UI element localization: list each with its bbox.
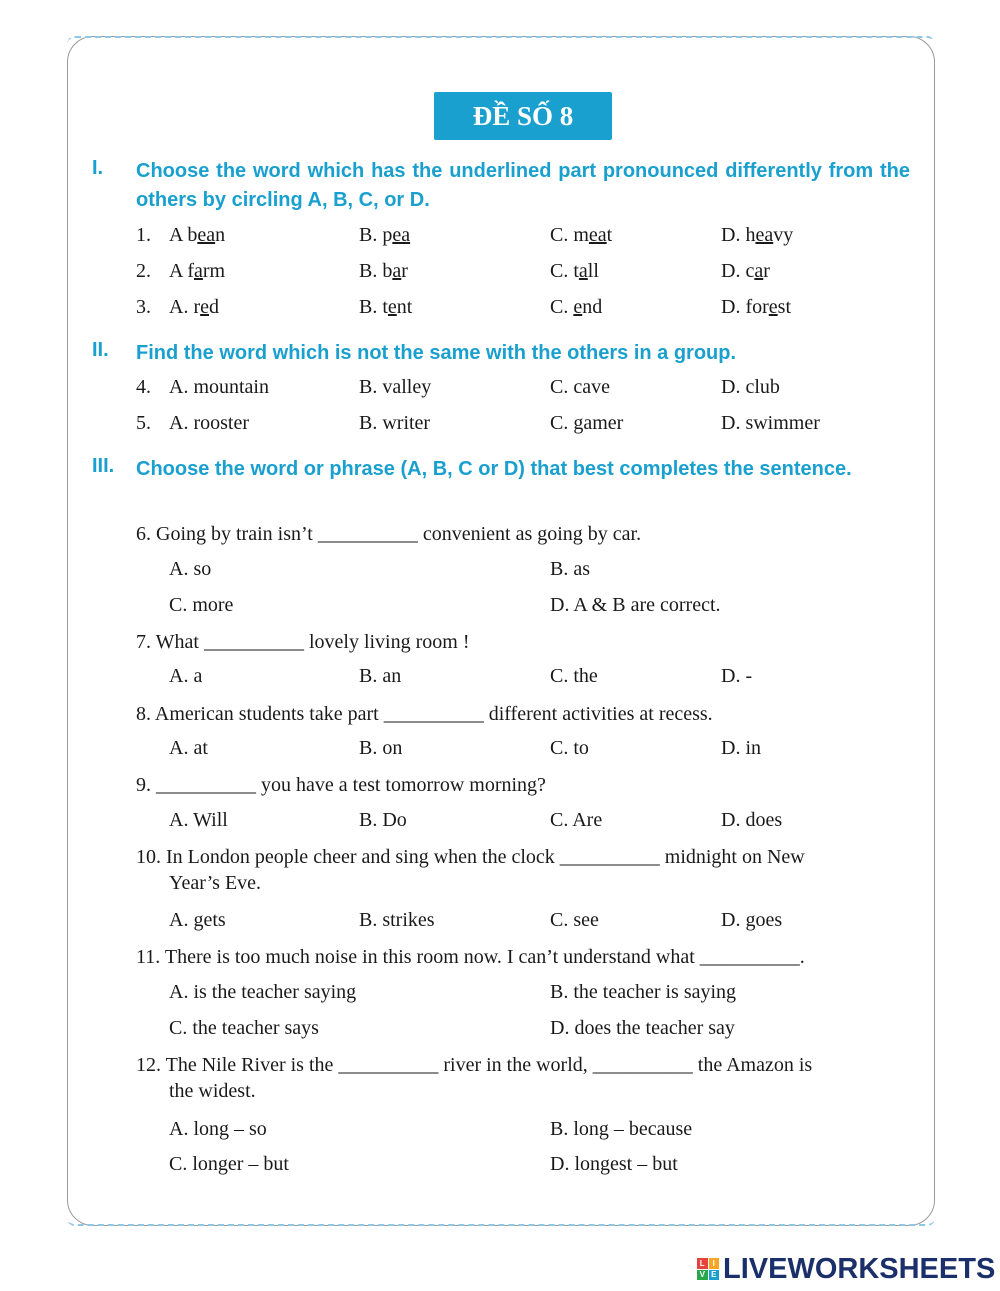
section-3-text: Choose the word or phrase (A, B, C or D) that best completes the sentence.: [136, 458, 852, 480]
option-c[interactable]: C. longer – but: [169, 1153, 289, 1175]
question-6-options-2: [0, 594, 1000, 622]
question-6-text: 6. Going by train isn’t __________ convenient as going by car.: [136, 523, 642, 545]
question-11-text: 11. There is too much noise in this room now. I can’t understand what __________.: [136, 946, 805, 968]
question-number: 1.: [136, 224, 151, 246]
option-d[interactable]: D. swimmer: [721, 412, 820, 434]
option-d[interactable]: D. does the teacher say: [550, 1017, 735, 1039]
frame-top-dashes: [67, 36, 935, 44]
option-d[interactable]: D. goes: [721, 909, 783, 931]
option-b[interactable]: B. Do: [359, 809, 407, 831]
logo-block-l: L: [697, 1258, 708, 1269]
question-11-options-2: [0, 1017, 1000, 1045]
option-c[interactable]: C. the: [550, 665, 598, 687]
question-4-row: [0, 376, 1000, 404]
question-10-line-2: Year’s Eve.: [169, 872, 262, 894]
option-a[interactable]: A. Will: [169, 809, 228, 831]
logo-blocks-icon: [697, 1258, 719, 1280]
option-d[interactable]: D. heavy: [721, 224, 794, 246]
question-10-options: [0, 909, 1000, 937]
option-a[interactable]: A. red: [169, 296, 219, 318]
question-number: 5.: [136, 412, 151, 434]
option-b[interactable]: B. bar: [359, 260, 408, 282]
logo-block-e: E: [709, 1270, 720, 1281]
option-a[interactable]: A. a: [169, 665, 203, 687]
question-11-options-1: [0, 981, 1000, 1009]
option-c[interactable]: C. more: [169, 594, 234, 616]
option-d[interactable]: D. A & B are correct.: [550, 594, 721, 616]
section-1-number: I.: [92, 157, 104, 179]
liveworksheets-logo[interactable]: [697, 1254, 995, 1284]
section-3-number: III.: [92, 455, 115, 477]
option-c[interactable]: C. end: [550, 296, 603, 318]
option-d[interactable]: D. -: [721, 665, 753, 687]
option-b[interactable]: B. tent: [359, 296, 413, 318]
question-9-options: [0, 809, 1000, 837]
option-c[interactable]: C. Are: [550, 809, 603, 831]
option-b[interactable]: B. on: [359, 737, 403, 759]
option-a[interactable]: A bean: [169, 224, 226, 246]
section-2-number: II.: [92, 339, 109, 361]
question-9-text: 9. __________ you have a test tomorrow morning?: [136, 774, 546, 796]
option-c[interactable]: C. gamer: [550, 412, 624, 434]
question-12-options-1: [0, 1118, 1000, 1146]
option-d[interactable]: D. longest – but: [550, 1153, 678, 1175]
option-a[interactable]: A. long – so: [169, 1118, 267, 1140]
option-b[interactable]: B. valley: [359, 376, 432, 398]
logo-block-v: V: [697, 1270, 708, 1281]
question-2-row: [0, 260, 1000, 288]
option-b[interactable]: B. pea: [359, 224, 411, 246]
option-d[interactable]: D. does: [721, 809, 783, 831]
option-c[interactable]: C. meat: [550, 224, 613, 246]
option-b[interactable]: B. strikes: [359, 909, 435, 931]
option-c[interactable]: C. see: [550, 909, 599, 931]
question-12-line-2: the widest.: [169, 1080, 256, 1102]
logo-text: LIVEWORKSHEETS: [723, 1252, 996, 1285]
question-5-row: [0, 412, 1000, 440]
question-3-row: [0, 296, 1000, 324]
question-8-options: [0, 737, 1000, 765]
option-c[interactable]: C. to: [550, 737, 589, 759]
question-7-text: 7. What __________ lovely living room !: [136, 631, 470, 653]
option-c[interactable]: C. cave: [550, 376, 610, 398]
option-c[interactable]: C. the teacher says: [169, 1017, 319, 1039]
option-b[interactable]: B. long – because: [550, 1118, 693, 1140]
option-d[interactable]: D. in: [721, 737, 761, 759]
option-a[interactable]: A. is the teacher saying: [169, 981, 357, 1003]
question-12-options-2: [0, 1153, 1000, 1181]
option-c[interactable]: C. tall: [550, 260, 599, 282]
question-number: 2.: [136, 260, 151, 282]
option-d[interactable]: D. forest: [721, 296, 791, 318]
option-a[interactable]: A. rooster: [169, 412, 249, 434]
exam-title: ĐỀ SỐ 8: [434, 92, 612, 140]
option-b[interactable]: B. as: [550, 558, 590, 580]
question-7-options: [0, 665, 1000, 693]
option-a[interactable]: A. gets: [169, 909, 226, 931]
option-d[interactable]: D. club: [721, 376, 780, 398]
section-1-text: Choose the word which has the underlined part pronounced differently from the others by circling A, B, C, or D.: [136, 160, 910, 211]
option-d[interactable]: D. car: [721, 260, 770, 282]
question-10-line-1: 10. In London people cheer and sing when the clock __________ midnight on New: [136, 846, 805, 868]
question-number: 4.: [136, 376, 151, 398]
question-number: 3.: [136, 296, 151, 318]
option-b[interactable]: B. an: [359, 665, 402, 687]
question-8-text: 8. American students take part __________ different activities at recess.: [136, 703, 713, 725]
option-a[interactable]: A. at: [169, 737, 208, 759]
section-2-text: Find the word which is not the same with the others in a group.: [136, 342, 737, 364]
option-a[interactable]: A farm: [169, 260, 226, 282]
frame-bottom-dashes: [67, 1218, 935, 1226]
option-a[interactable]: A. mountain: [169, 376, 269, 398]
question-1-row: [0, 224, 1000, 252]
option-a[interactable]: A. so: [169, 558, 212, 580]
logo-block-i: I: [709, 1258, 720, 1269]
option-b[interactable]: B. writer: [359, 412, 431, 434]
option-b[interactable]: B. the teacher is saying: [550, 981, 737, 1003]
question-6-options-1: [0, 558, 1000, 586]
question-12-line-1: 12. The Nile River is the __________ river in the world, __________ the Amazon is: [136, 1054, 813, 1076]
